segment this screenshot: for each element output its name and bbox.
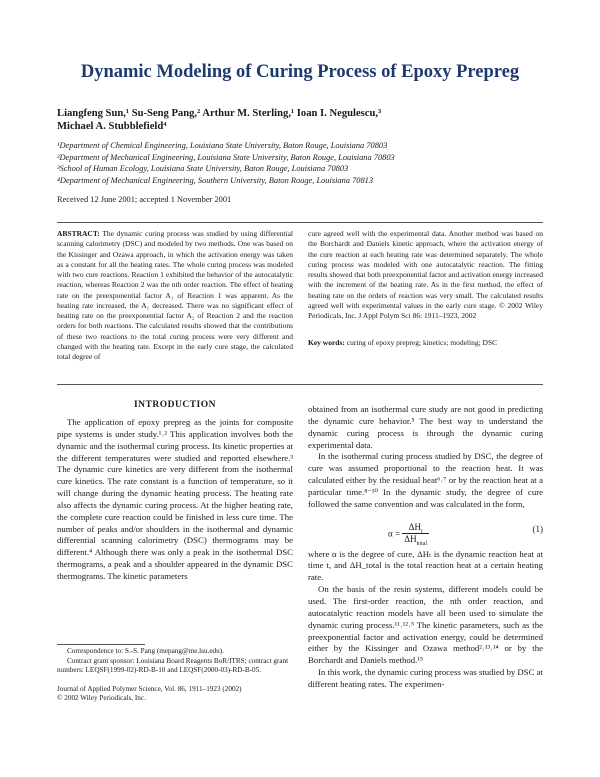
paper-title: Dynamic Modeling of Curing Process of Epoxy Prepreg bbox=[80, 62, 520, 82]
intro-left-column bbox=[57, 417, 293, 583]
footnotes bbox=[57, 647, 293, 704]
abstract-right-column bbox=[308, 229, 543, 349]
intro-paragraph-1: The application of epoxy prepreg as the joints for composite pipe systems is under study.¹˒² This application involves both the dynamic and the isothermal curing process. Its kinetic properties at the different temperatures were studied and reported elsewhere.³ The dynamic cure kinetics are very different from the isothermal cure kinetics. The rate constant is a function of temperature, so it will change during the dynamic heating process. The heating rate also affects the dynamic curing process. At the higher heating rate, the complete cure reaction could be finished in less cure time. The number of peaks and/or shoulders in the isothermal and dynamic differential scanning calorimetry (DSC) thermograms may be different.⁴ Although there was only a peak in the isothermal DSC thermograms, a peak and a shoulder appeared in the dynamic DSC thermograms. The kinetic parameters bbox=[57, 417, 293, 581]
equation-1 bbox=[308, 513, 543, 547]
abstract-text-left: The dynamic curing process was studied by using differential scanning calorimetry (DSC) and modeled by two methods. One was based on the Kissinger and Ozawa approach, in which the activation energy was taken as a constant for all the heating rates. The whole curing process was modeled with two cure reactions. Reaction 1 exhibited the behavior of the autocatalytic reaction, whereas Reaction 2 was the nth order reaction. The effect of heating rate on the preexponential factor A₁ of Reaction 1 was apparent. As the heating rate increased, the A₁ decreased. There was no significant effect of heating rate on the preexponential factor A₂ of Reaction 2 and the reaction orders for both reactions. The calculated results showed that the contributions of these two reactions to the total curing process were very different and changed with the heating rate. Except in the early cure stage, the calculated total degree of bbox=[57, 229, 293, 361]
intro-paragraph-2: obtained from an isothermal cure study are not good in predicting the dynamic cure behavior.⁵ The best way to understand the dynamic curing process is through the dynamic curing experimental data. bbox=[308, 404, 543, 450]
abstract-label: ABSTRACT: bbox=[57, 229, 100, 238]
equation-numerator-sub: t bbox=[420, 528, 423, 535]
keywords-label: Key words: bbox=[308, 338, 345, 348]
equation-denominator-sub: total bbox=[416, 541, 427, 548]
affiliation-1: ¹Department of Chemical Engineering, Louisiana State University, Baton Rouge, Louisiana 70803 bbox=[57, 141, 388, 150]
introduction-heading: INTRODUCTION bbox=[133, 400, 216, 410]
grant-note: Contract grant sponsor: Louisiana Board Reagents BoR/ITRS; contract grant numbers: LEQSF(1999-02)-RD-B-10 and LEQSF(2000-03)-RD-B-05. bbox=[57, 656, 289, 675]
affiliations bbox=[57, 140, 557, 186]
footnote-rule bbox=[57, 644, 145, 645]
affiliation-2: ²Department of Mechanical Engineering, Louisiana State University, Baton Rouge, Louisiana 70803 bbox=[57, 152, 395, 162]
equation-denominator: ΔH bbox=[404, 534, 417, 545]
equation-lhs: α = bbox=[388, 528, 401, 538]
equation-number: (1) bbox=[532, 523, 543, 534]
author-line-1: Liangfeng Sun,¹ Su-Seng Pang,² Arthur M. Sterling,¹ Ioan I. Negulescu,³ bbox=[57, 108, 382, 119]
journal-citation: Journal of Applied Polymer Science, Vol. 86, 1911–1923 (2002) bbox=[57, 684, 242, 693]
abstract-left-column bbox=[57, 229, 293, 362]
affiliation-4: ⁴Department of Mechanical Engineering, Southern University, Baton Rouge, Louisiana 70813 bbox=[57, 175, 374, 185]
author-line-2: Michael A. Stubblefield⁴ bbox=[57, 120, 167, 132]
intro-paragraph-5: On the basis of the resin systems, different models could be used. The first-order reaction, the nth order reaction, and autocatalytic reaction models have all been used to simulate the dynamic curing process.¹¹˒¹²˒⁵ The kinetic parameters, such as the preexponential factor and activation energy, could be determined either by the Kissinger and Ozawa method²˒¹³˒¹⁴ or by the Borchardt and Daniels method.¹⁵ bbox=[308, 584, 543, 666]
received-dates: Received 12 June 2001; accepted 1 November 2001 bbox=[57, 195, 232, 204]
correspondence-note: Correspondence to: S.-S. Pang (mepang@me.lsu.edu). bbox=[67, 647, 224, 655]
abstract-text-right: cure agreed well with the experimental data. Another method was based on the Borchardt and Daniels kinetic approach, where the activation energy of the cure reaction at each heating rate was determined separately. The whole curing process was modeled with one autocatalytic reaction. The fitting results showed that both preexponential factor and activation energy increased with the increment of the heating rate. As in the first method, the effect of heating rate on the orders of reaction was very small. The calculated results agreed well with experimental values in the early cure stage. © 2002 Wiley Periodicals, Inc. J Appl Polym Sci 86: 1911–1923, 2002 bbox=[308, 229, 543, 320]
affiliation-3: ³School of Human Ecology, Louisiana State University, Baton Rouge, Louisiana 70803 bbox=[57, 164, 349, 174]
abstract-top-rule bbox=[57, 222, 543, 223]
intro-paragraph-3: In the isothermal curing process studied by DSC, the degree of cure was assumed proportional to the reaction heat. It was calculated either by the residual heat⁶˒⁷ or by the reaction heat at a particular time.⁸⁻¹⁰ In the dynamic study, the degree of cure followed the same convention and was calculated in the form, bbox=[308, 451, 543, 509]
copyright-note: © 2002 Wiley Periodicals, Inc. bbox=[57, 694, 146, 703]
intro-right-column bbox=[308, 404, 543, 691]
equation-numerator: ΔH bbox=[408, 521, 421, 532]
author-list bbox=[57, 108, 557, 133]
intro-paragraph-6: In this work, the dynamic curing process was studied by DSC at different heating rates. The experimen- bbox=[308, 667, 543, 689]
abstract-bottom-rule bbox=[57, 384, 543, 385]
equation-fraction bbox=[402, 522, 429, 547]
keywords-text: curing of epoxy prepreg; kinetics; modeling; DSC bbox=[346, 338, 498, 348]
intro-paragraph-4: where α is the degree of cure, ΔHₜ is the dynamic reaction heat at time t, and ΔH_total is the total reaction heat at a certain heating rate. bbox=[308, 548, 543, 583]
